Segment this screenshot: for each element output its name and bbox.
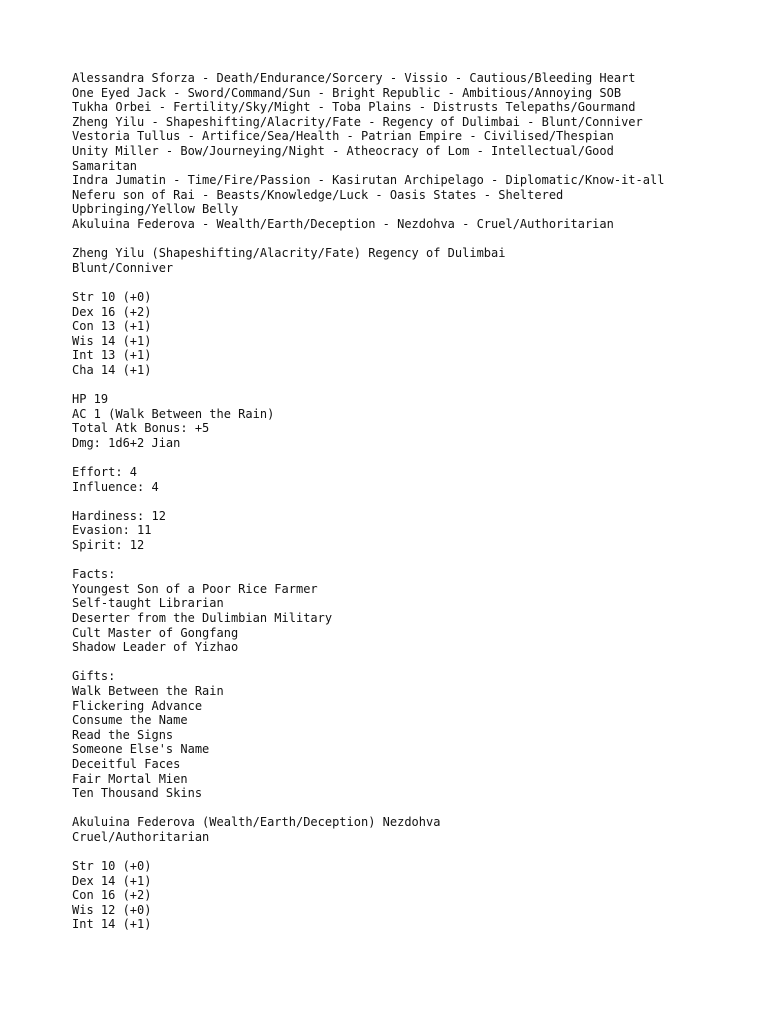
ability-score: Con 13 (+1) [72,319,152,334]
facts-section [72,567,752,655]
document-page [72,71,752,932]
spacer [72,377,752,392]
gift-item: Consume the Name [72,713,188,728]
character-header: Akuluina Federova (Wealth/Earth/Deception) Nezdohva [72,815,441,830]
resource-line: Effort: 4 [72,465,138,480]
roster-line: Neferu son of Rai - Beasts/Knowledge/Luck - Oasis States - Sheltered [72,187,564,202]
combat-stats [72,392,752,450]
roster-line: Samaritan [72,158,138,173]
roster-line: Tukha Orbei - Fertility/Sky/Might - Toba Plains - Distrusts Telepaths/Gourmand [72,100,636,115]
spacer [72,844,752,859]
spacer [72,494,752,509]
fact-item: Deserter from the Dulimbian Military [72,610,333,625]
ability-score: Cha 14 (+1) [72,362,152,377]
zheng-yilu-sheet [72,246,752,801]
resources [72,465,752,494]
spacer [72,232,752,247]
resource-line: Influence: 4 [72,479,159,494]
spacer [72,655,752,670]
combat-line: HP 19 [72,392,109,407]
character-traits: Blunt/Conniver [72,260,174,275]
fact-item: Self-taught Librarian [72,596,224,611]
gift-item: Walk Between the Rain [72,683,224,698]
gift-item: Fair Mortal Mien [72,771,188,786]
ability-score: Wis 14 (+1) [72,333,152,348]
spacer [72,553,752,568]
ability-score: Str 10 (+0) [72,289,152,304]
ability-score: Dex 14 (+1) [72,873,152,888]
fact-item: Cult Master of Gongfang [72,625,239,640]
roster-line: Akuluina Federova - Wealth/Earth/Deception - Nezdohva - Cruel/Authoritarian [72,216,614,231]
spacer [72,801,752,816]
gift-item: Flickering Advance [72,698,203,713]
ability-score: Con 16 (+2) [72,888,152,903]
character-traits: Cruel/Authoritarian [72,829,210,844]
gifts-section [72,669,752,800]
facts-label: Facts: [72,567,116,582]
gift-item: Ten Thousand Skins [72,786,203,801]
gift-item: Someone Else's Name [72,742,210,757]
roster-line: Vestoria Tullus - Artifice/Sea/Health - Patrian Empire - Civilised/Thespian [72,129,614,144]
roster-section [72,71,752,232]
saving-throws [72,509,752,553]
akuluina-federova-sheet [72,815,752,932]
roster-line: One Eyed Jack - Sword/Command/Sun - Bright Republic - Ambitious/Annoying SOB [72,85,622,100]
ability-score: Dex 16 (+2) [72,304,152,319]
ability-score: Str 10 (+0) [72,859,152,874]
roster-line: Upbringing/Yellow Belly [72,202,239,217]
combat-line: Dmg: 1d6+2 Jian [72,435,181,450]
ability-score: Int 14 (+1) [72,917,152,932]
gift-item: Read the Signs [72,727,174,742]
gift-item: Deceitful Faces [72,756,181,771]
save-line: Spirit: 12 [72,538,145,552]
roster-line: Unity Miller - Bow/Journeying/Night - Atheocracy of Lom - Intellectual/Good [72,143,614,158]
roster-line: Alessandra Sforza - Death/Endurance/Sorcery - Vissio - Cautious/Bleeding Heart [72,71,636,85]
spacer [72,275,752,290]
spacer [72,450,752,465]
save-line: Evasion: 11 [72,523,152,538]
ability-scores [72,290,752,378]
character-header: Zheng Yilu (Shapeshifting/Alacrity/Fate) Regency of Dulimbai [72,246,506,261]
ability-score: Int 13 (+1) [72,348,152,363]
ability-scores [72,859,752,932]
gifts-label: Gifts: [72,669,116,684]
ability-score: Wis 12 (+0) [72,902,152,917]
roster-line: Zheng Yilu - Shapeshifting/Alacrity/Fate - Regency of Dulimbai - Blunt/Conniver [72,114,643,129]
combat-line: Total Atk Bonus: +5 [72,421,210,436]
roster-line: Indra Jumatin - Time/Fire/Passion - Kasirutan Archipelago - Diplomatic/Know-it-all [72,173,665,188]
save-line: Hardiness: 12 [72,508,166,523]
fact-item: Shadow Leader of Yizhao [72,640,239,655]
combat-line: AC 1 (Walk Between the Rain) [72,406,275,421]
fact-item: Youngest Son of a Poor Rice Farmer [72,581,318,596]
